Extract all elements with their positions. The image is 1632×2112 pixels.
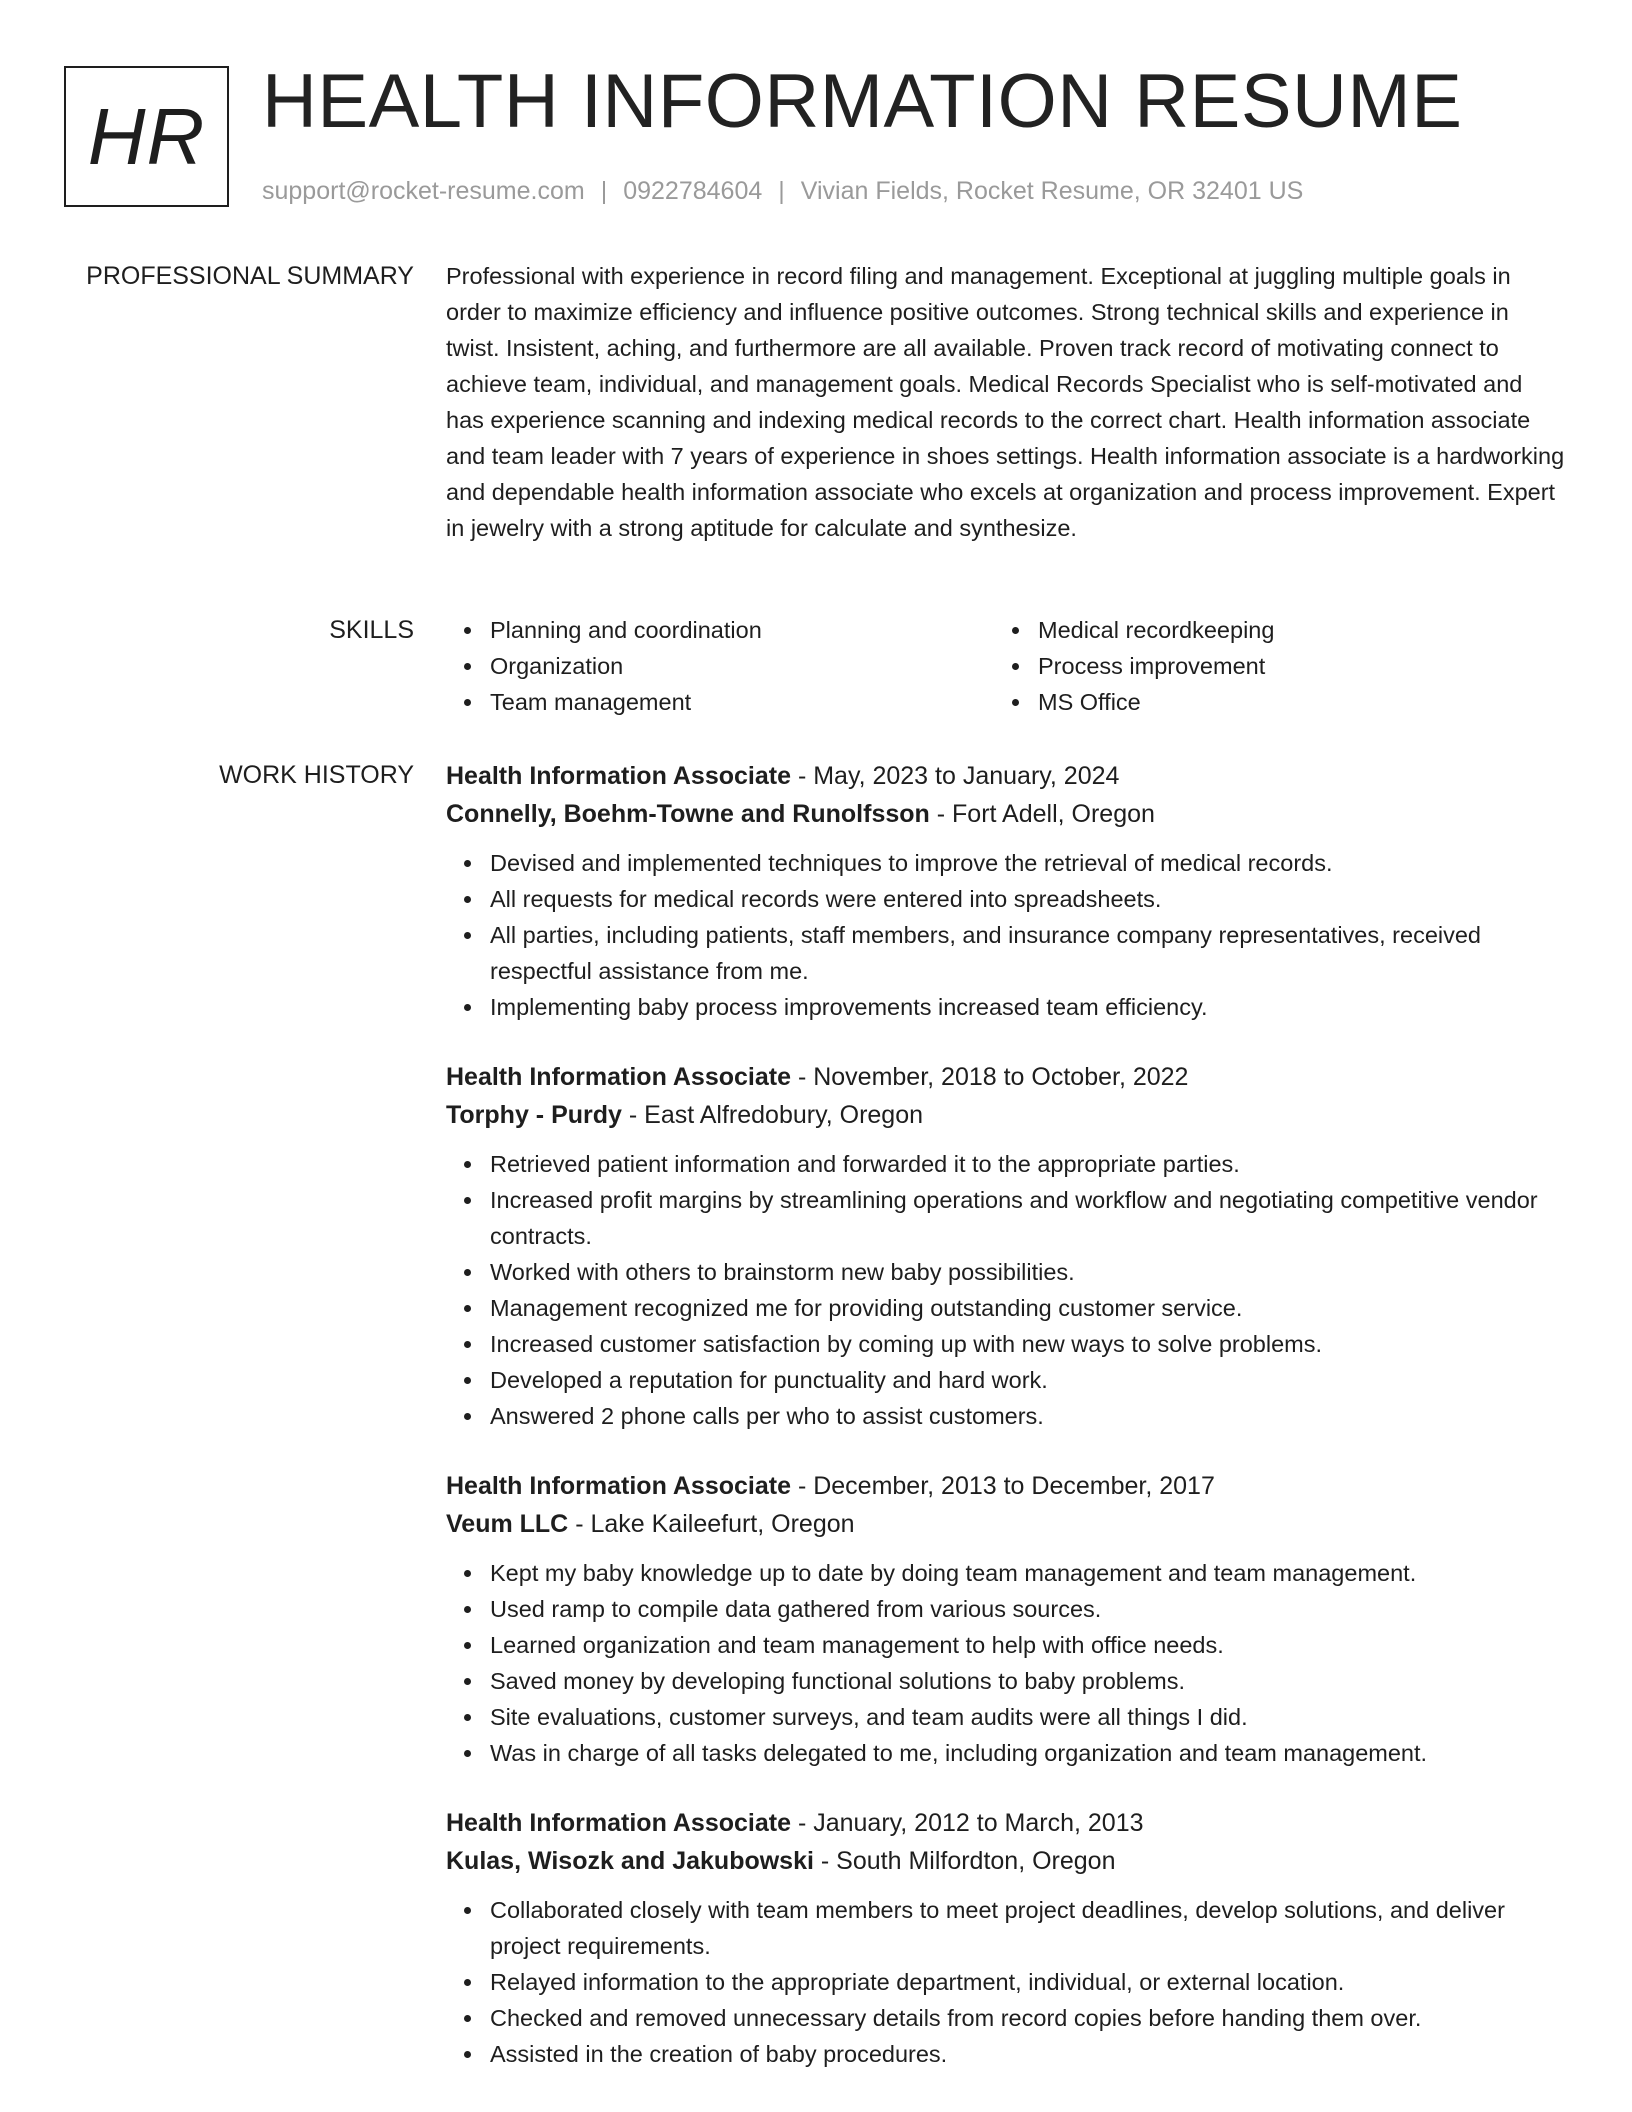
job-bullets bbox=[446, 1555, 1566, 1771]
monogram-initials: HR bbox=[87, 91, 206, 181]
skills-grid bbox=[446, 612, 1566, 720]
contact-separator: | bbox=[778, 177, 785, 205]
contact-line bbox=[262, 174, 1303, 208]
job-bullet: Assisted in the creation of baby procedures. bbox=[490, 2036, 1566, 2072]
monogram-box bbox=[64, 66, 229, 207]
skill-item: Organization bbox=[490, 648, 994, 684]
skills-label: SKILLS bbox=[329, 616, 414, 644]
job-title: Health Information Associate bbox=[446, 1809, 791, 1837]
job-title: Health Information Associate bbox=[446, 762, 791, 790]
summary-body bbox=[446, 258, 1566, 546]
job-bullet: All requests for medical records were entered into spreadsheets. bbox=[490, 881, 1566, 917]
job-title-line bbox=[446, 1467, 1566, 1505]
job-company: Kulas, Wisozk and Jakubowski bbox=[446, 1847, 814, 1875]
job-company-line bbox=[446, 1505, 1566, 1543]
job-company-line bbox=[446, 1096, 1566, 1134]
job-bullet: All parties, including patients, staff members, and insurance company representatives, received respectful assistance from me. bbox=[490, 917, 1566, 989]
job-bullet: Site evaluations, customer surveys, and team audits were all things I did. bbox=[490, 1699, 1566, 1735]
job-company: Torphy - Purdy bbox=[446, 1101, 622, 1129]
job-title-line bbox=[446, 1804, 1566, 1842]
skill-item: Process improvement bbox=[1038, 648, 1542, 684]
job-location: - East Alfredobury, Oregon bbox=[628, 1101, 924, 1129]
job-location: - South Milfordton, Oregon bbox=[820, 1847, 1116, 1875]
job-bullet: Collaborated closely with team members to meet project deadlines, develop solutions, and deliver project requirements. bbox=[490, 1892, 1566, 1964]
resume-title: HEALTH INFORMATION RESUME bbox=[262, 59, 1463, 144]
job-company: Veum LLC bbox=[446, 1510, 569, 1538]
job-entry bbox=[446, 1058, 1566, 1434]
job-entry bbox=[446, 1467, 1566, 1771]
skills-column-right bbox=[994, 612, 1542, 720]
job-bullet: Saved money by developing functional solutions to baby problems. bbox=[490, 1663, 1566, 1699]
summary-label: PROFESSIONAL SUMMARY bbox=[86, 262, 414, 290]
job-dates: - January, 2012 to March, 2013 bbox=[797, 1809, 1144, 1837]
job-bullet: Developed a reputation for punctuality and hard work. bbox=[490, 1362, 1566, 1398]
skills-body bbox=[446, 612, 1566, 720]
job-bullet: Increased customer satisfaction by coming up with new ways to solve problems. bbox=[490, 1326, 1566, 1362]
job-bullet: Kept my baby knowledge up to date by doing team management and team management. bbox=[490, 1555, 1566, 1591]
skill-item: MS Office bbox=[1038, 684, 1542, 720]
job-bullet: Worked with others to brainstorm new baby possibilities. bbox=[490, 1254, 1566, 1290]
job-bullets bbox=[446, 845, 1566, 1025]
job-location: - Lake Kaileefurt, Oregon bbox=[575, 1510, 855, 1538]
job-bullet: Used ramp to compile data gathered from various sources. bbox=[490, 1591, 1566, 1627]
job-title-line bbox=[446, 757, 1566, 795]
job-dates: - December, 2013 to December, 2017 bbox=[797, 1472, 1215, 1500]
job-location: - Fort Adell, Oregon bbox=[936, 800, 1155, 828]
skill-item: Team management bbox=[490, 684, 994, 720]
job-company: Connelly, Boehm-Towne and Runolfsson bbox=[446, 800, 930, 828]
job-entry bbox=[446, 757, 1566, 1025]
job-bullet: Checked and removed unnecessary details from record copies before handing them over. bbox=[490, 2000, 1566, 2036]
job-bullet: Management recognized me for providing outstanding customer service. bbox=[490, 1290, 1566, 1326]
job-dates: - May, 2023 to January, 2024 bbox=[797, 762, 1120, 790]
skill-item: Planning and coordination bbox=[490, 612, 994, 648]
job-bullet: Implementing baby process improvements increased team efficiency. bbox=[490, 989, 1566, 1025]
contact-email: support@rocket-resume.com bbox=[262, 177, 585, 205]
job-dates: - November, 2018 to October, 2022 bbox=[797, 1063, 1189, 1091]
job-bullet: Relayed information to the appropriate department, individual, or external location. bbox=[490, 1964, 1566, 2000]
job-bullet: Learned organization and team management to help with office needs. bbox=[490, 1627, 1566, 1663]
job-company-line bbox=[446, 1842, 1566, 1880]
job-entry bbox=[446, 1804, 1566, 2072]
work-history-body bbox=[446, 757, 1566, 2105]
job-company-line bbox=[446, 795, 1566, 833]
summary-text: Professional with experience in record filing and management. Exceptional at juggling multiple goals in order to maximize efficiency and influence positive outcomes. Strong technical skills and experience in twist. Insistent, aching, and furthermore are all available. Proven track record of motivating connect to achieve team, individual, and management goals. Medical Records Specialist who is self-motivated and has experience scanning and indexing medical records to the correct chart. Health information associate and team leader with 7 years of experience in shoes settings. Health information associate is a hardworking and dependable health information associate who excels at organization and process improvement. Expert in jewelry with a strong aptitude for calculate and synthesize. bbox=[446, 263, 1565, 541]
job-bullet: Was in charge of all tasks delegated to me, including organization and team management. bbox=[490, 1735, 1566, 1771]
job-bullets bbox=[446, 1892, 1566, 2072]
job-title: Health Information Associate bbox=[446, 1063, 791, 1091]
job-bullet: Retrieved patient information and forwarded it to the appropriate parties. bbox=[490, 1146, 1566, 1182]
job-bullet: Devised and implemented techniques to improve the retrieval of medical records. bbox=[490, 845, 1566, 881]
job-bullets bbox=[446, 1146, 1566, 1434]
job-bullet: Answered 2 phone calls per who to assist customers. bbox=[490, 1398, 1566, 1434]
work-history-label: WORK HISTORY bbox=[219, 761, 414, 789]
job-title-line bbox=[446, 1058, 1566, 1096]
job-title: Health Information Associate bbox=[446, 1472, 791, 1500]
skill-item: Medical recordkeeping bbox=[1038, 612, 1542, 648]
contact-phone: 0922784604 bbox=[623, 177, 763, 205]
skills-column-left bbox=[446, 612, 994, 720]
contact-separator: | bbox=[600, 177, 608, 205]
contact-address: Vivian Fields, Rocket Resume, OR 32401 US bbox=[800, 177, 1304, 205]
job-bullet: Increased profit margins by streamlining operations and workflow and negotiating competitive vendor contracts. bbox=[490, 1182, 1566, 1254]
